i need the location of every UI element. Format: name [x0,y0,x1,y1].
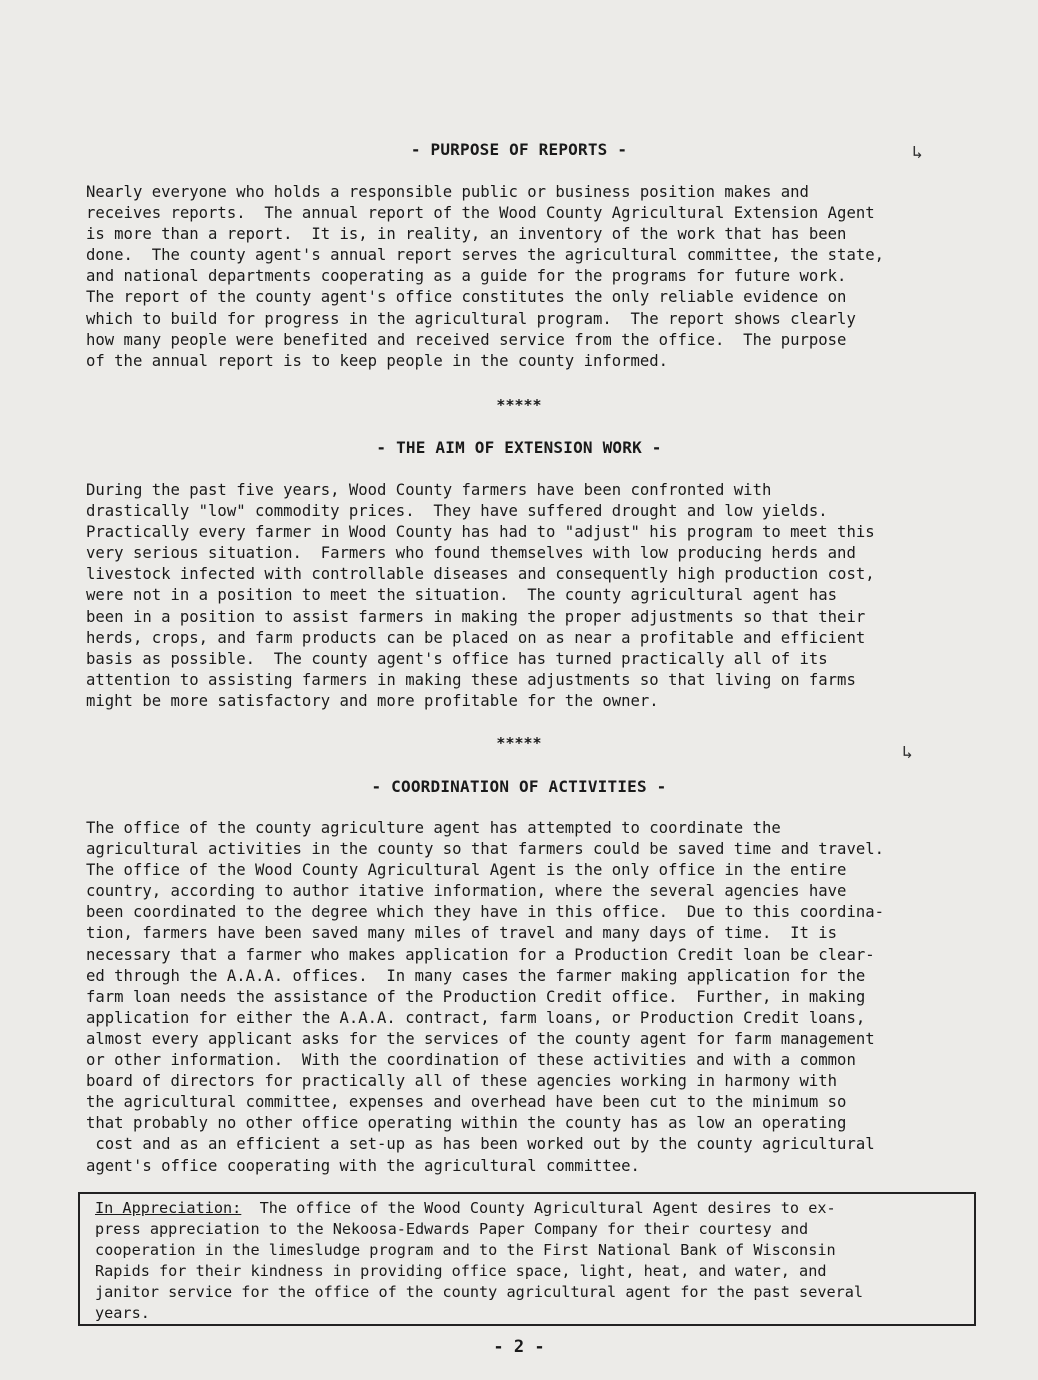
text-line: herds, crops, and farm products can be placed on as near a profitable and efficient [86,628,866,647]
appreciation-first-line-text: The office of the Wood County Agricultural Agent desires to ex- [241,1199,836,1217]
text-line: been in a position to assist farmers in making the proper adjustments so that their [86,607,866,626]
appreciation-box [78,1192,976,1326]
appreciation-label: In Appreciation: [95,1199,242,1217]
text-line: that probably no other office operating within the county has as low an operating [86,1114,847,1133]
text-line: agent's office cooperating with the agricultural committee. [86,1156,640,1175]
scan-mark-icon: ↳ [912,142,923,163]
separator-stars: ***** [496,396,542,414]
paragraph-coordination [86,818,986,1177]
text-line: of the annual report is to keep people in the county informed. [86,351,669,370]
text-line: The office of the county agriculture agent has attempted to coordinate the [86,819,781,837]
text-line: tion, farmers have been saved many miles of travel and many days of time. It is [86,924,838,943]
text-line: the agricultural committee, expenses and overhead have been cut to the minimum so [86,1093,847,1112]
text-line: The report of the county agent's office constitutes the only reliable evidence on [86,288,847,307]
text-line: might be more satisfactory and more profitable for the owner. [86,691,659,710]
text-line: board of directors for practically all of these agencies working in harmony with [86,1072,838,1091]
text-line: cost and as an efficient a set-up as has been worked out by the county agricultural [86,1135,875,1154]
heading-purpose-of-reports: - PURPOSE OF REPORTS - [410,140,628,159]
text-line: attention to assisting farmers in making these adjustments so that living on farms [86,670,856,689]
text-line: agricultural activities in the county so that farmers could be saved time and travel. [86,840,884,859]
text-line: drastically "low" commodity prices. They have suffered drought and low yields. [86,502,828,521]
text-line: almost every applicant asks for the services of the county agent for farm management [86,1029,875,1048]
text-line: which to build for progress in the agricultural program. The report shows clearly [86,309,856,328]
text-line: Rapids for their kindness in providing office space, light, heat, and water, and [95,1262,827,1281]
paragraph-appreciation [95,1198,965,1325]
text-line: Nearly everyone who holds a responsible public or business position makes and [86,183,809,201]
heading-aim-of-extension-work: - THE AIM OF EXTENSION WORK - [376,438,662,457]
text-line: receives reports. The annual report of the Wood County Agricultural Extension Agent [86,204,875,223]
text-line: Practically every farmer in Wood County has had to "adjust" his program to meet this [86,523,875,542]
paragraph-purpose [86,182,986,372]
page-number: - 2 - [493,1337,545,1357]
text-line: country, according to author itative information, where the several agencies have [86,882,847,901]
text-line: how many people were benefited and received service from the office. The purpose [86,330,847,349]
text-line: been coordinated to the degree which they have in this office. Due to this coordina- [86,903,884,922]
text-line: were not in a position to meet the situation. The county agricultural agent has [86,586,838,605]
text-line: press appreciation to the Nekoosa-Edwards Paper Company for their courtesy and [95,1220,809,1239]
text-line: application for either the A.A.A. contract, farm loans, or Production Credit loans, [86,1008,866,1027]
text-line: cooperation in the limesludge program and to the First National Bank of Wisconsin [95,1241,836,1260]
text-line: janitor service for the office of the county agricultural agent for the past several [95,1283,864,1302]
text-line: livestock infected with controllable diseases and consequently high production cost, [86,565,875,584]
text-line: years. [95,1304,150,1323]
paragraph-aim [86,480,986,712]
text-line: ed through the A.A.A. offices. In many cases the farmer making application for the [86,966,866,985]
text-line: During the past five years, Wood County farmers have been confronted with [86,481,772,499]
text-line: basis as possible. The county agent's office has turned practically all of its [86,649,828,668]
text-line: is more than a report. It is, in reality, an inventory of the work that has been [86,225,847,244]
appreciation-first-line [95,1198,965,1219]
heading-coordination-of-activities: - COORDINATION OF ACTIVITIES - [371,777,667,796]
text-line: or other information. With the coordination of these activities and with a common [86,1051,856,1070]
text-line: very serious situation. Farmers who found themselves with low producing herds and [86,544,856,563]
text-line: necessary that a farmer who makes application for a Production Credit loan be clear- [86,945,875,964]
scan-mark-icon: ↳ [902,742,913,763]
separator-stars: ***** [496,734,542,752]
text-line: and national departments cooperating as a guide for the programs for future work. [86,267,847,286]
text-line: done. The county agent's annual report serves the agricultural committee, the state, [86,246,884,265]
text-line: The office of the Wood County Agricultural Agent is the only office in the entire [86,861,847,880]
text-line: farm loan needs the assistance of the Production Credit office. Further, in making [86,987,866,1006]
